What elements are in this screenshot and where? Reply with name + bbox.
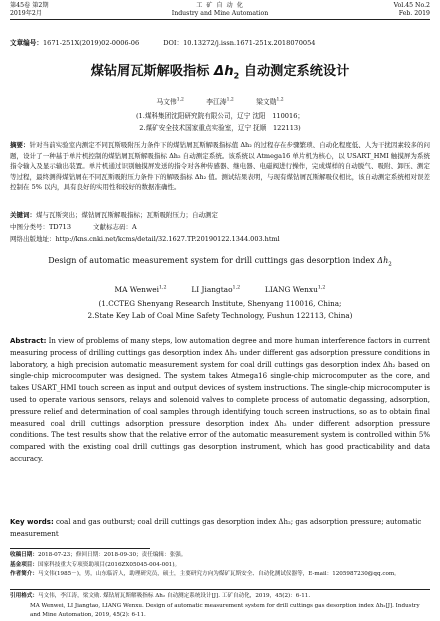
doi: DOI：10.13272/j.issn.1671-251x.2018070054 (163, 39, 316, 47)
abstract-en (10, 336, 430, 466)
header-volume-en (394, 2, 430, 18)
citation-rule (10, 589, 430, 590)
affiliation-line-en: 2.State Key Lab of Coal Mine Safety Technology, Fushun 122113, China) (87, 311, 353, 320)
article-number-label: 文章编号： (10, 39, 43, 47)
author-name-en: LIANG Wenxu (264, 285, 318, 294)
citation-label: 引用格式： (10, 593, 38, 599)
keywords-en-text: coal and gas outburst; coal drill cuttings gas desorption index Δh₂; gas adsorption pressure; automatic measurement (10, 518, 422, 538)
author-sup: 1,2 (176, 97, 184, 103)
footnote-label: 收稿日期： (10, 552, 38, 558)
author-name-en: LI Jiangtao (191, 285, 233, 294)
citation-cn: 马文伟，李江涛，梁文勋. 煤钻屑瓦斯解吸指标 Δh₂ 自动测定系统设计[J]. 工矿自动化，2019，45(2)：6-11. (37, 593, 311, 599)
keywords-cn (10, 210, 430, 221)
affiliation-line: 2.煤矿安全技术国家重点实验室，辽宁 抚顺 122113) (139, 124, 301, 132)
clc-label: 中图分类号： (10, 223, 49, 231)
abstract-cn-label: 摘要： (10, 141, 30, 149)
affiliations-cn (0, 110, 440, 134)
author-sup: 1,2 (276, 97, 284, 103)
author-sup: 1,2 (226, 97, 234, 103)
authors-en (0, 285, 440, 294)
footnote-author-bio (10, 570, 430, 580)
header-journal-en: Industry and Mine Automation (171, 10, 269, 17)
keywords-en (10, 517, 430, 541)
affiliations-en (0, 298, 440, 322)
title-subscript: 2 (233, 71, 240, 81)
header-volume-issue-en: Vol.45 No.2 (393, 2, 430, 9)
publish-address-line (10, 234, 430, 243)
footnote-received (10, 551, 430, 561)
keywords-cn-text: 煤与瓦斯突出；煤钻屑瓦斯解吸指标；瓦斯吸附压力；自动测定 (36, 211, 218, 219)
article-number-value: 1671-251X(2019)02-0006-06 (42, 39, 140, 47)
citation-format (10, 592, 430, 621)
paper-title-en (0, 256, 440, 268)
abstract-en-label: Abstract: (10, 337, 47, 345)
clc-value: TD713 (49, 223, 71, 231)
authors-cn (0, 96, 440, 106)
header-volume-issue-cn: 第45卷 第2期 (10, 2, 49, 9)
footnote-text: 2018-07-23；修回日期：2018-09-30；责任编辑：张强。 (37, 552, 187, 558)
abstract-en-text: In view of problems of many steps, low automation degree and more human interference factors in current measuring process of drilling cuttings gas desorption index Δh₂ under different gas adsorption pressure conditions in laboratory, a high precision automatic measurement system for coal drill cuttings gas desorption index Δh₂ based on single-chip microcomputer was designed. The system takes Atmega16 single-chip microcomputer as the core, and takes USART_HMI touch screen as input and output devices of system instructions. The single-chip microcomputer is used to operate various sensors, relays and solenoid valves to complete process of automatic degassing, adsorption, pressure relief and determination of coal samples through identifying touch screen instructions, so as to obtain final measured coal drill cuttings adsorption pressure desorption index Δh₂ under different adsorption pressure conditions. The test results show that the relative error of the automatic measurement system is controlled within 5% compared with the existing coal drill cuttings gas desorption instrument, which has good practicability and data accuracy. (10, 337, 430, 463)
header-date-cn: 2019年2月 (10, 10, 43, 17)
abstract-cn-text: 针对当前实验室内测定不同瓦斯吸附压力条件下的煤钻屑瓦斯解吸指标值 Δh₂ 的过程存在步骤繁琐、自动化程度低、人为干扰因素较多的问题，设计了一种基于单片机控制的煤钻屑瓦斯解吸指标 Δh₂ 自动测定系统。该系统以 Atmega16 单片机为核心，以 USART_HMI 触摸屏为系统指令输入及显示输出装置。单片机通过识别触摸屏发送的指令对各种传感器、继电器、电磁阀进行操作，完成煤样的自动脱气、吸附、卸压、测定等过程，最终测得煤钻屑在不同瓦斯吸附压力条件下的解吸指标 Δh₂ 值。测试结果表明，与现有煤钻屑瓦斯解吸仪相比，该自动测定系统相对误差控制在 5% 以内，具有良好的实用性和较好的数据准确性。 (10, 141, 431, 192)
doc-code-value: A (131, 223, 137, 231)
footnotes (10, 551, 430, 580)
article-number-line (10, 37, 430, 47)
author-sup-en: 1,2 (232, 285, 241, 291)
classification-line (10, 222, 430, 231)
header-journal-cn: 工 矿 自 动 化 (196, 2, 244, 9)
footnote-text: 马文伟(1985－)，男，山东临沂人，助理研究员，硕士，主要研究方向为煤矿瓦斯安全、自动化测试仪器等，E-mail：1205987230@qq.com。 (37, 571, 400, 578)
header-date-en: Feb. 2019 (398, 10, 430, 17)
author-name-en: MA Wenwei (114, 285, 159, 294)
keywords-cn-label: 关键词： (10, 211, 36, 219)
header-journal (10, 2, 430, 18)
title-tail: 自动测定系统设计 (239, 64, 350, 79)
title-symbol: Δh (214, 64, 234, 79)
author-name: 李江涛 (206, 98, 227, 106)
footnote-funding (10, 561, 430, 571)
footnote-text: 国家科技重大专项资助项目(2016ZX05045-004-001)。 (37, 561, 181, 568)
header-rule (10, 19, 430, 20)
author-sup-en: 1,2 (158, 285, 167, 291)
author-name: 马文伟 (156, 98, 177, 106)
en-title-main: Design of automatic measurement system for drill cuttings gas desorption index (48, 256, 378, 265)
paper-title-cn (0, 60, 440, 81)
en-title-subscript: 2 (388, 261, 392, 268)
footnote-label: 基金项目： (10, 561, 38, 568)
author-sup-en: 1,2 (317, 285, 326, 291)
affiliation-line-en: (1.CCTEG Shenyang Research Institute, Shenyang 110016, China; (98, 299, 342, 308)
publish-address-link[interactable]: http://kns.cnki.net/kcms/detail/32.1627.TP.20190122.1344.003.html (55, 235, 280, 243)
en-title-symbol: Δh (377, 256, 389, 265)
author-name: 梁文勋 (256, 98, 277, 106)
footnote-rule (10, 548, 150, 549)
publish-address-label: 网络出版地址： (10, 235, 56, 243)
doc-code-label: 文献标志码： (92, 223, 132, 231)
keywords-en-label: Key words: (10, 518, 54, 526)
footnote-label: 作者简介： (10, 571, 38, 578)
title-main: 煤钻屑瓦斯解吸指标 (90, 64, 214, 79)
abstract-cn (10, 140, 430, 193)
citation-en: MA Wenwei, LI Jiangtao, LIANG Wenxu. Design of automatic measurement system for drill cuttings gas desorption index Δh₂[J]. Industry and Mine Automation, 2019, 45(2): 6-11. (30, 602, 420, 619)
affiliation-line: (1.煤科集团沈阳研究院有限公司，辽宁 沈阳 110016； (135, 112, 304, 120)
